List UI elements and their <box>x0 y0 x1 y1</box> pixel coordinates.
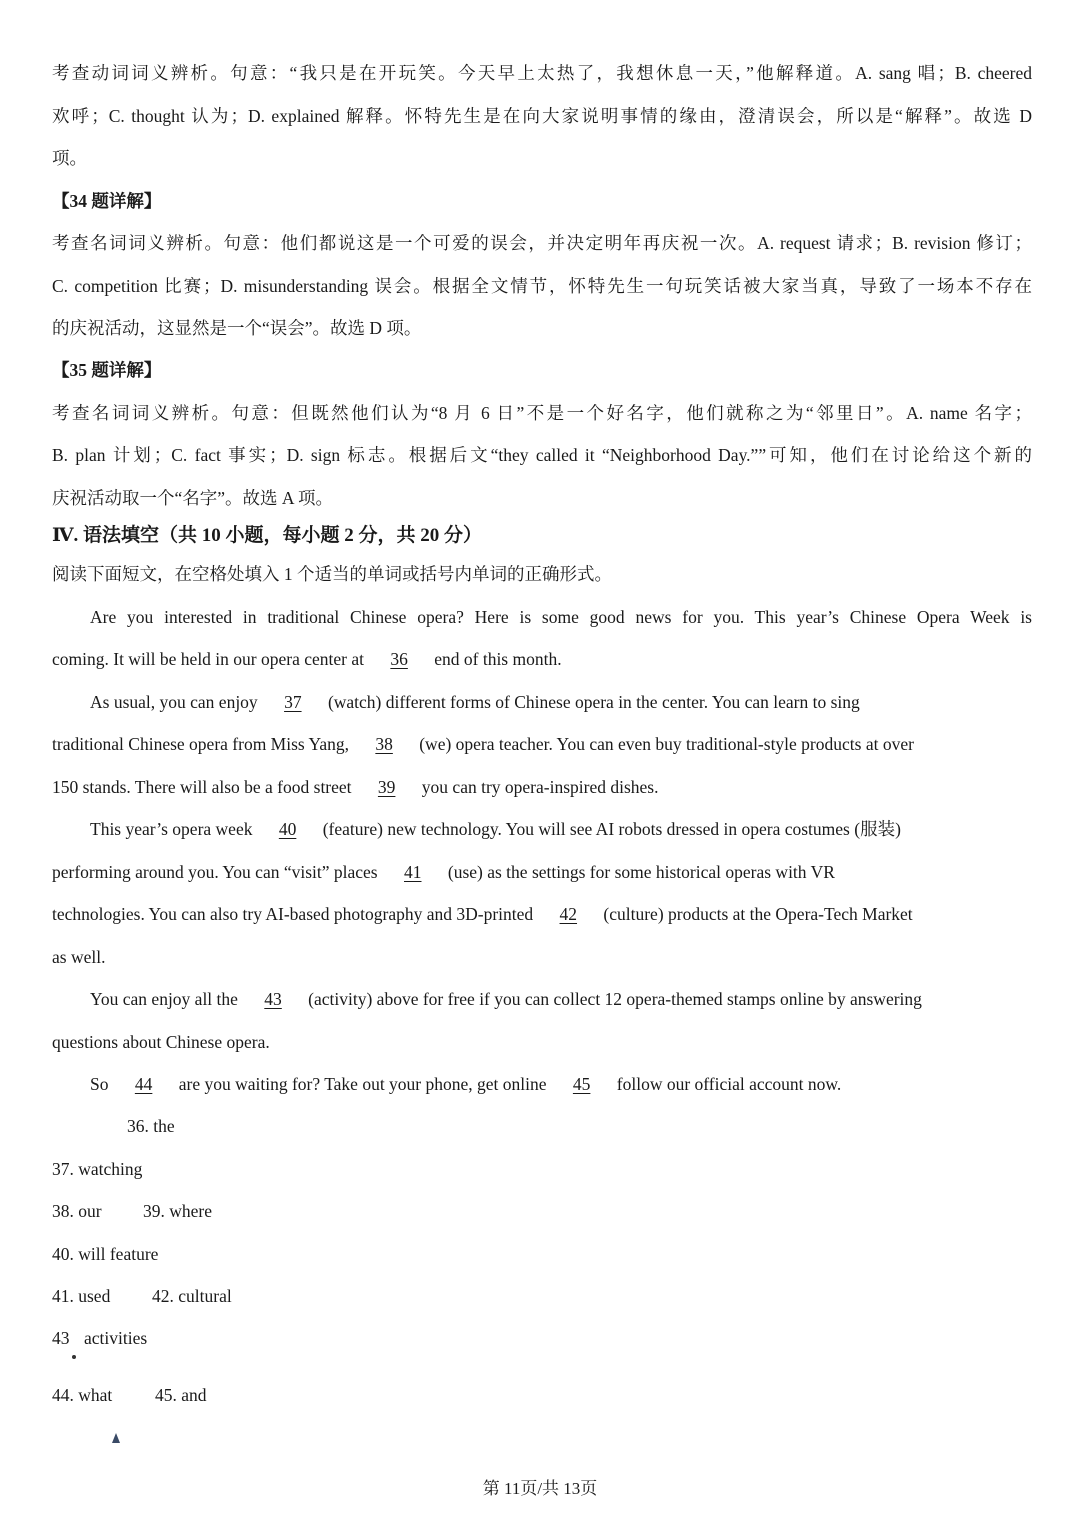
passage-p1-line-1: Are you interested in traditional Chinese opera? Here is some good news for you. This year’s Chinese Opera Week is <box>90 607 1032 627</box>
explanation-34-line-1: 考查名词词义辨析。句意：他们都说这是一个可爱的误会，并决定明年再庆祝一次。A. request 请求；B. revision 修订； <box>52 233 1032 253</box>
blank-43: 43 <box>264 989 282 1009</box>
explanation-34-line-3: 的庆祝活动，这显然是一个“误会”。故选 D 项。 <box>52 318 422 338</box>
explanation-35-heading: 【35 题详解】 <box>52 360 162 380</box>
blank-40: 40 <box>278 819 297 839</box>
blank-39: 39 <box>377 777 396 797</box>
answer-44: 44. what <box>52 1385 113 1405</box>
explanation-34-heading: 【34 题详解】 <box>52 191 162 211</box>
explanation-35-line-1: 考查名词词义辨析。句意：但既然他们认为“8 月 6 日”不是一个好名字，他们就称之为“邻里日”。A. name 名字； <box>52 403 1032 423</box>
passage-p3-line-3 <box>52 902 1032 926</box>
answer-40: 40. will feature <box>52 1244 159 1264</box>
explanation-33-line-3: 项。 <box>52 148 87 168</box>
explanation-35-line-3: 庆祝活动取一个“名字”。故选 A 项。 <box>52 488 333 508</box>
passage-p2-line-1 <box>90 690 1032 714</box>
blank-36: 36 <box>390 649 408 669</box>
section-4-title: Ⅳ. 语法填空（共 10 小题，每小题 2 分，共 20 分） <box>52 525 483 546</box>
passage-p4-line-2: questions about Chinese opera. <box>52 1032 270 1052</box>
passage-p5-line-1 <box>90 1072 1032 1096</box>
explanation-33-line-1: 考查动词词义辨析。句意：“我只是在开玩笑。今天早上太热了，我想休息一天，”他解释道。A. sang 唱；B. cheered <box>52 63 1032 83</box>
passage-text: 150 stands. There will also be a food street <box>52 777 356 797</box>
blank-38: 38 <box>375 734 393 754</box>
blank-41: 41 <box>404 862 422 882</box>
section-4-instruction: 阅读下面短文，在空格处填入 1 个适当的单词或括号内单词的正确形式。 <box>52 564 612 584</box>
passage-text: (feature) new technology. You will see AI robots dressed in opera costumes (服装) <box>318 819 901 839</box>
passage-text: performing around you. You can “visit” places <box>52 862 382 882</box>
passage-text: (activity) above for free if you can collect 12 opera-themed stamps online by answering <box>303 989 922 1009</box>
blank-44: 44 <box>134 1074 153 1094</box>
passage-text: As usual, you can enjoy <box>90 692 263 712</box>
explanation-33-line-2: 欢呼；C. thought 认为；D. explained 解释。怀特先生是在向大家说明事情的缘由，澄清误会，所以是“解释”。故选 D <box>52 106 1032 126</box>
passage-text: So <box>90 1074 113 1094</box>
answer-38: 38. our <box>52 1201 102 1221</box>
passage-text: end of this month. <box>429 649 562 669</box>
passage-text: traditional Chinese opera from Miss Yang, <box>52 734 354 754</box>
passage-text: (watch) different forms of Chinese opera in the center. You can learn to sing <box>323 692 860 712</box>
blank-37: 37 <box>284 692 302 712</box>
passage-text: You can enjoy all the <box>90 989 243 1009</box>
dot-mark <box>72 1355 76 1359</box>
passage-p2-line-3 <box>52 775 1032 799</box>
answer-36: 36. the <box>127 1116 175 1136</box>
page-footer: 第 11页/共 13页 <box>482 1479 598 1498</box>
passage-text: you can try opera-inspired dishes. <box>417 777 659 797</box>
passage-p1-line-2 <box>52 647 1032 671</box>
passage-text: are you waiting for? Take out your phone, get online <box>174 1074 551 1094</box>
passage-p3-line-2 <box>52 860 1032 884</box>
passage-p4-line-1 <box>90 987 1032 1011</box>
answer-45: 45. and <box>155 1385 207 1405</box>
answer-37: 37. watching <box>52 1159 143 1179</box>
cursor-mark-icon <box>112 1433 120 1443</box>
answer-43-number: 43 <box>52 1328 70 1348</box>
answer-42: 42. cultural <box>152 1286 232 1306</box>
passage-text: (use) as the settings for some historical operas with VR <box>443 862 835 882</box>
answer-41: 41. used <box>52 1286 111 1306</box>
passage-text: coming. It will be held in our opera center at <box>52 649 369 669</box>
passage-p3-line-1 <box>90 817 1032 841</box>
passage-text: (we) opera teacher. You can even buy traditional-style products at over <box>414 734 914 754</box>
passage-p2-line-2 <box>52 732 1032 756</box>
blank-42: 42 <box>559 904 578 924</box>
passage-text: technologies. You can also try AI-based photography and 3D-printed <box>52 904 538 924</box>
explanation-35-line-2: B. plan 计划；C. fact 事实；D. sign 标志。根据后文“they called it “Neighborhood Day.””可知，他们在讨论给这个新的 <box>52 445 1032 465</box>
passage-p3-line-4: as well. <box>52 947 106 967</box>
answer-43-word: activities <box>84 1328 148 1348</box>
explanation-34-line-2: C. competition 比赛；D. misunderstanding 误会。根据全文情节，怀特先生一句玩笑话被大家当真，导致了一场本不存在 <box>52 276 1032 296</box>
answer-39: 39. where <box>143 1201 213 1221</box>
passage-text: This year’s opera week <box>90 819 257 839</box>
blank-45: 45 <box>572 1074 591 1094</box>
passage-text: follow our official account now. <box>612 1074 842 1094</box>
passage-text: (culture) products at the Opera-Tech Market <box>599 904 913 924</box>
